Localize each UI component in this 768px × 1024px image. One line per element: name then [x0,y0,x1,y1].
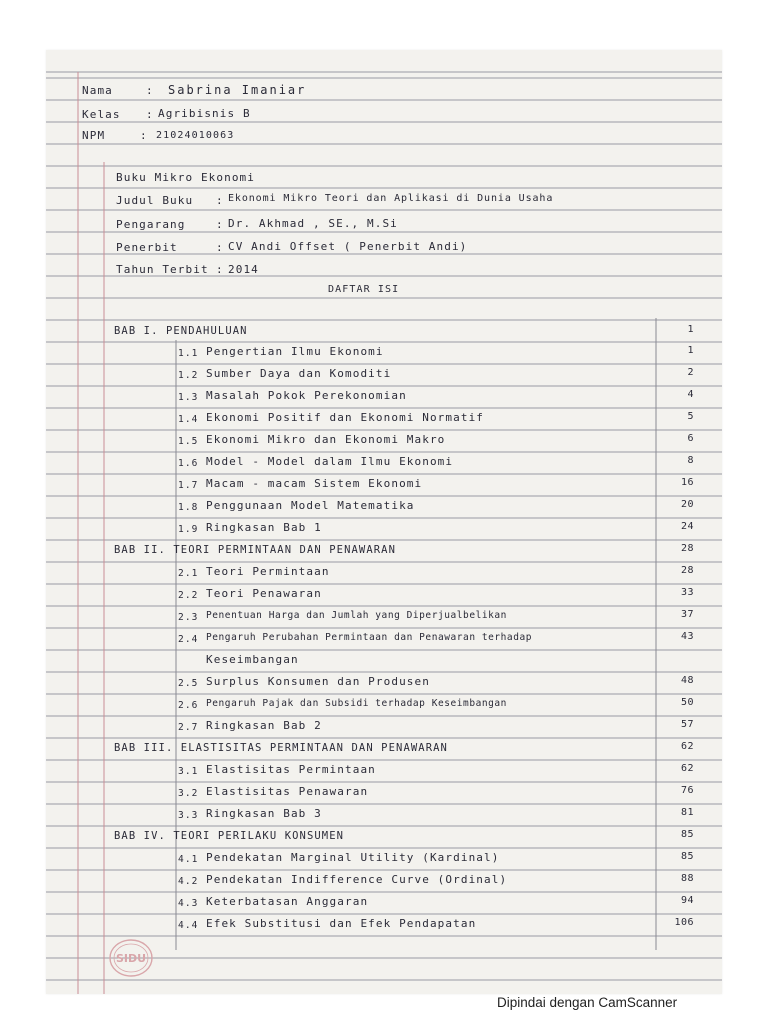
toc-entry-number: 1.8 [178,502,199,513]
toc-entry-number: 3.3 [178,810,199,821]
toc-page-number: 16 [680,477,694,488]
toc-entry-title: Surplus Konsumen dan Produsen [206,675,430,688]
toc-page-number: 76 [680,785,694,796]
toc-entry-number: 3.2 [178,788,199,799]
toc-entry-number: 1.9 [178,524,199,535]
toc-page-number: 33 [680,587,694,598]
sidu-logo [108,937,154,979]
toc-page-number: 106 [674,917,694,928]
book-year-label: Tahun Terbit [116,263,209,276]
toc-entry-number: 1.4 [178,414,199,425]
book-publisher-separator: : [216,241,224,254]
stamp-text: SIDU [115,952,147,965]
toc-page-number: 6 [687,433,694,444]
toc-entry-number: 2.1 [178,568,199,579]
toc-page-number: 94 [680,895,694,906]
toc-chapter-title: BAB IV. TEORI PERILAKU KONSUMEN [114,830,345,842]
toc-title: DAFTAR ISI [328,284,400,295]
toc-entry-number: 2.5 [178,678,199,689]
toc-page-number: 62 [680,763,694,774]
book-title-separator: : [216,194,224,207]
name-separator: : [146,84,154,97]
toc-entry-title: Keterbatasan Anggaran [206,895,369,908]
toc-entry-title: Pendekatan Marginal Utility (Kardinal) [206,851,500,864]
toc-entry-title: Ekonomi Mikro dan Ekonomi Makro [206,433,446,446]
toc-entry-title: Penggunaan Model Matematika [206,499,415,512]
toc-entry-title: Teori Permintaan [206,565,330,578]
toc-page-number: 43 [680,631,694,642]
student-class: Agribisnis B [158,107,251,120]
toc-page-number: 81 [680,807,694,818]
class-label: Kelas [82,108,121,121]
book-heading: Buku Mikro Ekonomi [116,171,256,184]
toc-page-number: 1 [687,345,694,356]
toc-page-number: 50 [680,697,694,708]
toc-entry-title: Model - Model dalam Ilmu Ekonomi [206,455,454,468]
toc-entry-number: 4.4 [178,920,199,931]
toc-page-number: 62 [680,741,694,752]
toc-entry-title: Teori Penawaran [206,587,322,600]
toc-page-number: 85 [680,829,694,840]
toc-entry-number: 2.7 [178,722,199,733]
name-label: Nama [82,84,113,97]
toc-entry-title: Keseimbangan [206,653,299,666]
toc-entry-number: 3.1 [178,766,199,777]
toc-entry-title: Elastisitas Penawaran [206,785,369,798]
class-separator: : [146,108,154,121]
toc-entry-title: Ringkasan Bab 1 [206,521,322,534]
toc-entry-title: Elastisitas Permintaan [206,763,376,776]
toc-page-number: 1 [687,324,694,335]
toc-entry-number: 4.3 [178,898,199,909]
toc-page-number: 48 [680,675,694,686]
toc-page-number: 20 [680,499,694,510]
toc-page-number: 28 [680,543,694,554]
toc-chapter-title: BAB I. PENDAHULUAN [114,325,248,337]
toc-chapter-title: BAB III. ELASTISITAS PERMINTAAN DAN PENAWARAN [114,742,448,754]
toc-entry-title: Pendekatan Indifference Curve (Ordinal) [206,873,508,886]
toc-entry-title: Pengaruh Pajak dan Subsidi terhadap Keseimbangan [206,698,507,709]
toc-entry-number: 4.2 [178,876,199,887]
npm-label: NPM [82,129,106,142]
toc-page-number: 4 [687,389,694,400]
book-year: 2014 [228,263,259,276]
scanner-watermark: Dipindai dengan CamScanner [497,995,678,1010]
toc-entry-title: Macam - macam Sistem Ekonomi [206,477,423,490]
toc-page-number: 37 [680,609,694,620]
book-title: Ekonomi Mikro Teori dan Aplikasi di Dunia Usaha [228,193,554,204]
toc-entry-number: 2.3 [178,612,199,623]
toc-entry-title: Ekonomi Positif dan Ekonomi Normatif [206,411,485,424]
toc-entry-number: 2.6 [178,700,199,711]
toc-page-number: 8 [687,455,694,466]
toc-entry-title: Sumber Daya dan Komoditi [206,367,392,380]
toc-entry-title: Pengertian Ilmu Ekonomi [206,345,384,358]
toc-entry-title: Efek Substitusi dan Efek Pendapatan [206,917,477,930]
toc-entry-title: Ringkasan Bab 2 [206,719,322,732]
toc-entry-number: 1.7 [178,480,199,491]
toc-entry-number: 1.3 [178,392,199,403]
toc-entry-number: 2.4 [178,634,199,645]
toc-entry-number: 1.1 [178,348,199,359]
toc-page-number: 88 [680,873,694,884]
book-year-separator: : [216,263,224,276]
toc-chapter-title: BAB II. TEORI PERMINTAAN DAN PENAWARAN [114,544,397,556]
book-author-separator: : [216,218,224,231]
notebook-page [46,50,722,994]
npm-separator: : [140,129,148,142]
toc-entry-title: Ringkasan Bab 3 [206,807,322,820]
toc-entry-title: Masalah Pokok Perekonomian [206,389,407,402]
book-publisher-label: Penerbit [116,241,178,254]
book-title-label: Judul Buku [116,194,194,207]
toc-entry-number: 1.5 [178,436,199,447]
toc-entry-number: 1.6 [178,458,199,469]
toc-page-number: 57 [680,719,694,730]
student-name: Sabrina Imaniar [168,83,307,97]
toc-entry-number: 1.2 [178,370,199,381]
toc-entry-title: Penentuan Harga dan Jumlah yang Diperjualbelikan [206,610,507,621]
toc-page-number: 85 [680,851,694,862]
toc-entry-title: Pengaruh Perubahan Permintaan dan Penawaran terhadap [206,632,533,643]
student-npm: 21024010063 [156,130,235,141]
book-author-label: Pengarang [116,218,186,231]
toc-page-number: 24 [680,521,694,532]
toc-page-number: 28 [680,565,694,576]
toc-entry-number: 4.1 [178,854,199,865]
toc-page-number: 2 [687,367,694,378]
toc-page-number: 5 [687,411,694,422]
book-publisher: CV Andi Offset ( Penerbit Andi) [228,240,468,253]
book-author: Dr. Akhmad , SE., M.Si [228,217,398,230]
toc-entry-number: 2.2 [178,590,199,601]
